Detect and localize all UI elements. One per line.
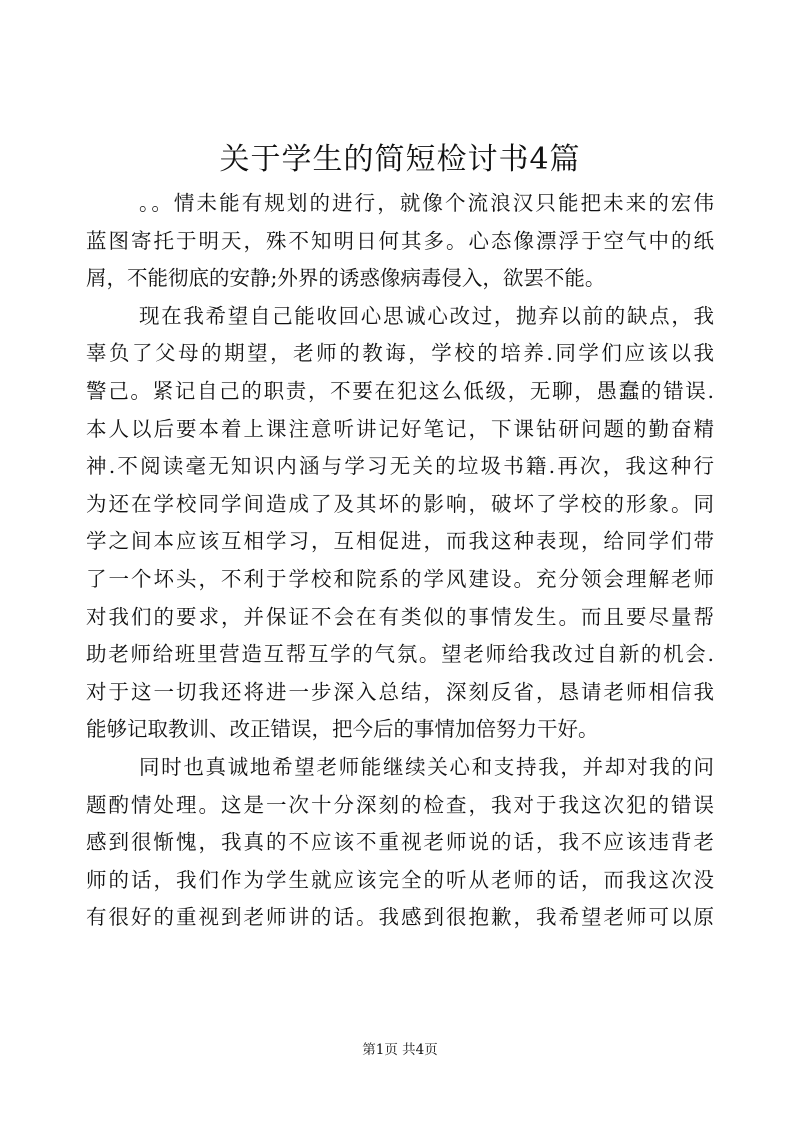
text-line: 同时也真诚地希望老师能继续关心和支持我，并却对我的问	[139, 754, 714, 779]
text-line: 题酌情处理。这是一次十分深刻的检查，我对于我这次犯的错误	[86, 792, 714, 817]
text-line: 有很好的重视到老师讲的话。我感到很抱歉，我希望老师可以原	[86, 905, 714, 930]
text-line: 对我们的要求，并保证不会在有类似的事情发生。而且要尽量帮	[86, 604, 714, 629]
text-line: 辜负了父母的期望，老师的教诲，学校的培养.同学们应该以我	[86, 341, 714, 366]
text-line: 。。情未能有规划的进行，就像个流浪汉只能把未来的宏伟	[139, 191, 714, 215]
text-line: 为还在学校同学间造成了及其坏的影响，破坏了学校的形象。同	[86, 491, 714, 516]
text-line: 现在我希望自己能收回心思诚心改过，抛弃以前的缺点，我	[139, 303, 714, 328]
text-line: 警己。紧记自己的职责，不要在犯这么低级，无聊，愚蠢的错误.	[86, 378, 714, 403]
text-line: 师的话，我们作为学生就应该完全的听从老师的话，而我这次没	[86, 867, 714, 892]
page-footer: 第1页 共4页	[362, 1042, 438, 1058]
text-line: 蓝图寄托于明天，殊不知明日何其多。心态像漂浮于空气中的纸	[86, 228, 714, 253]
text-line: 对于这一切我还将进一步深入总结，深刻反省，恳请老师相信我	[86, 679, 714, 704]
text-line: 感到很惭愧，我真的不应该不重视老师说的话，我不应该违背老	[86, 830, 714, 855]
text-line: 本人以后要本着上课注意听讲记好笔记，下课钻研问题的勤奋精	[86, 416, 714, 441]
document-body	[86, 185, 714, 937]
text-line: 了一个坏头，不利于学校和院系的学风建设。充分领会理解老师	[86, 566, 714, 591]
document-title: 关于学生的简短检讨书4篇	[219, 142, 581, 177]
text-line: 学之间本应该互相学习，互相促进，而我这种表现，给同学们带	[86, 529, 714, 554]
text-line: 能够记取教训、改正错误，把今后的事情加倍努力干好。	[86, 717, 599, 742]
text-line: 屑，不能彻底的安静;外界的诱惑像病毒侵入，欲罢不能。	[86, 266, 606, 291]
text-line: 神.不阅读毫无知识内涵与学习无关的垃圾书籍.再次，我这种行	[86, 454, 714, 479]
text-line: 助老师给班里营造互帮互学的气氛。望老师给我改过自新的机会.	[86, 642, 714, 667]
